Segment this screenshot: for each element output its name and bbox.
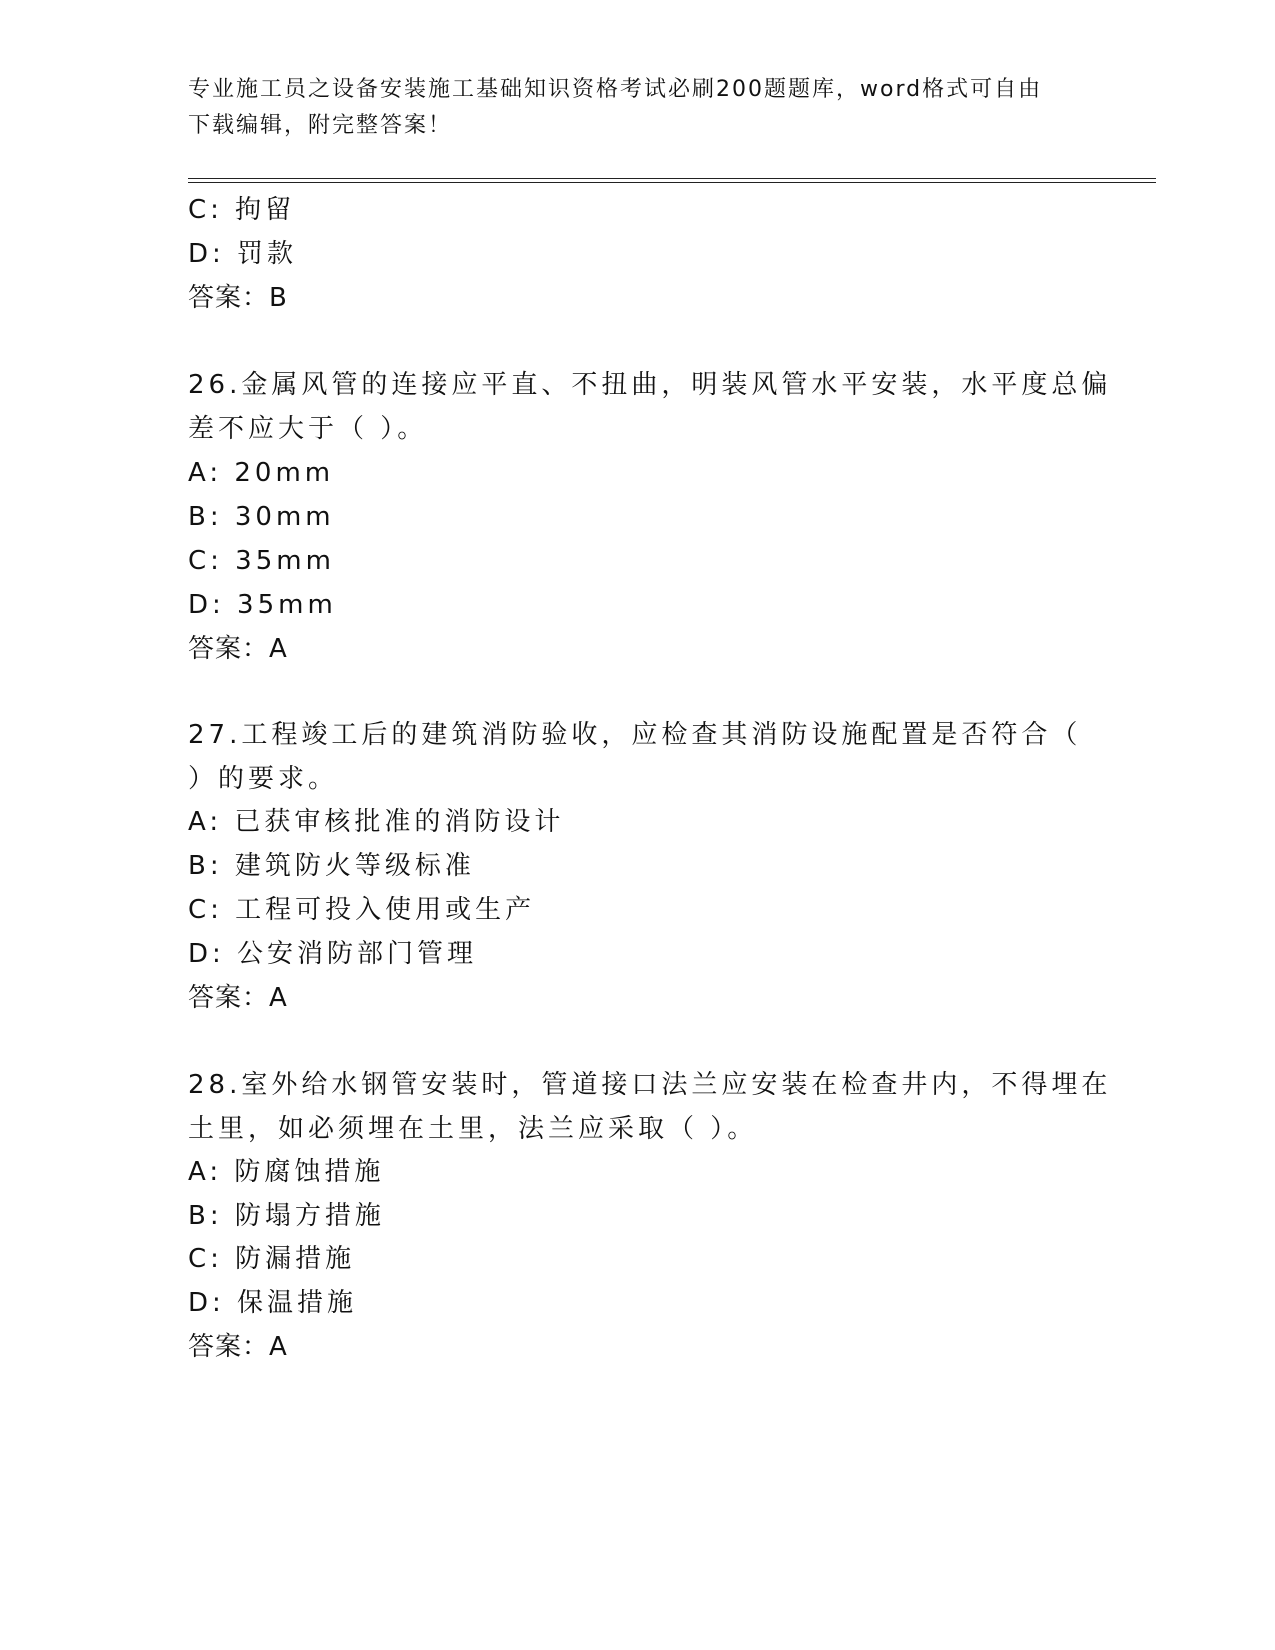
q26-stem-line-1: 26.金属风管的连接应平直、不扭曲，明装风管水平安装，水平度总偏	[188, 370, 1112, 400]
q27-stem-line-1: 27.工程竣工后的建筑消防验收，应检查其消防设施配置是否符合（	[188, 720, 1082, 750]
q28-stem-line-2: 土里，如必须埋在土里，法兰应采取（ ）。	[188, 1114, 758, 1144]
prev-answer	[188, 276, 1088, 320]
q28-option-c: C: 防漏措施	[188, 1244, 356, 1274]
answer-value: B	[269, 283, 288, 313]
q28-option-d: D: 保温措施	[188, 1288, 358, 1318]
header-line-1: 专业施工员之设备安装施工基础知识资格考试必刷200题题库，word格式可自由	[188, 77, 1043, 102]
answer-value: A	[269, 1332, 288, 1362]
answer-label: 答案：	[188, 983, 270, 1013]
q26-option-c: C: 35mm	[188, 546, 335, 576]
answer-value: A	[269, 634, 288, 664]
q28-answer	[188, 1325, 1088, 1369]
q27-option-c: C: 工程可投入使用或生产	[188, 895, 536, 925]
q28-option-b: B: 防塌方措施	[188, 1201, 385, 1231]
q26-option-d: D: 35mm	[188, 590, 337, 620]
prev-option-d: D: 罚款	[188, 239, 298, 269]
q28-option-a: A: 防腐蚀措施	[188, 1157, 385, 1187]
q27-answer	[188, 976, 1088, 1020]
answer-label: 答案：	[188, 283, 270, 313]
header-line-2: 下载编辑，附完整答案！	[188, 113, 453, 138]
prev-option-c: C: 拘留	[188, 195, 296, 225]
q26-stem-line-2: 差不应大于（ ）。	[188, 414, 428, 444]
q27-option-a: A: 已获审核批准的消防设计	[188, 807, 565, 837]
document-header	[188, 72, 1088, 144]
q28-stem-line-1: 28.室外给水钢管安装时，管道接口法兰应安装在检查井内，不得埋在	[188, 1070, 1112, 1100]
answer-label: 答案：	[188, 634, 270, 664]
q26-option-a: A: 20mm	[188, 458, 335, 488]
q26-option-b: B: 30mm	[188, 502, 335, 532]
header-divider-top	[188, 178, 1156, 179]
q27-stem-line-2: ）的要求。	[188, 764, 339, 794]
header-divider-bottom	[188, 182, 1156, 183]
q27-option-b: B: 建筑防火等级标准	[188, 851, 475, 881]
q27-option-d: D: 公安消防部门管理	[188, 939, 478, 969]
answer-value: A	[269, 983, 288, 1013]
answer-label: 答案：	[188, 1332, 270, 1362]
q26-answer	[188, 627, 1088, 671]
